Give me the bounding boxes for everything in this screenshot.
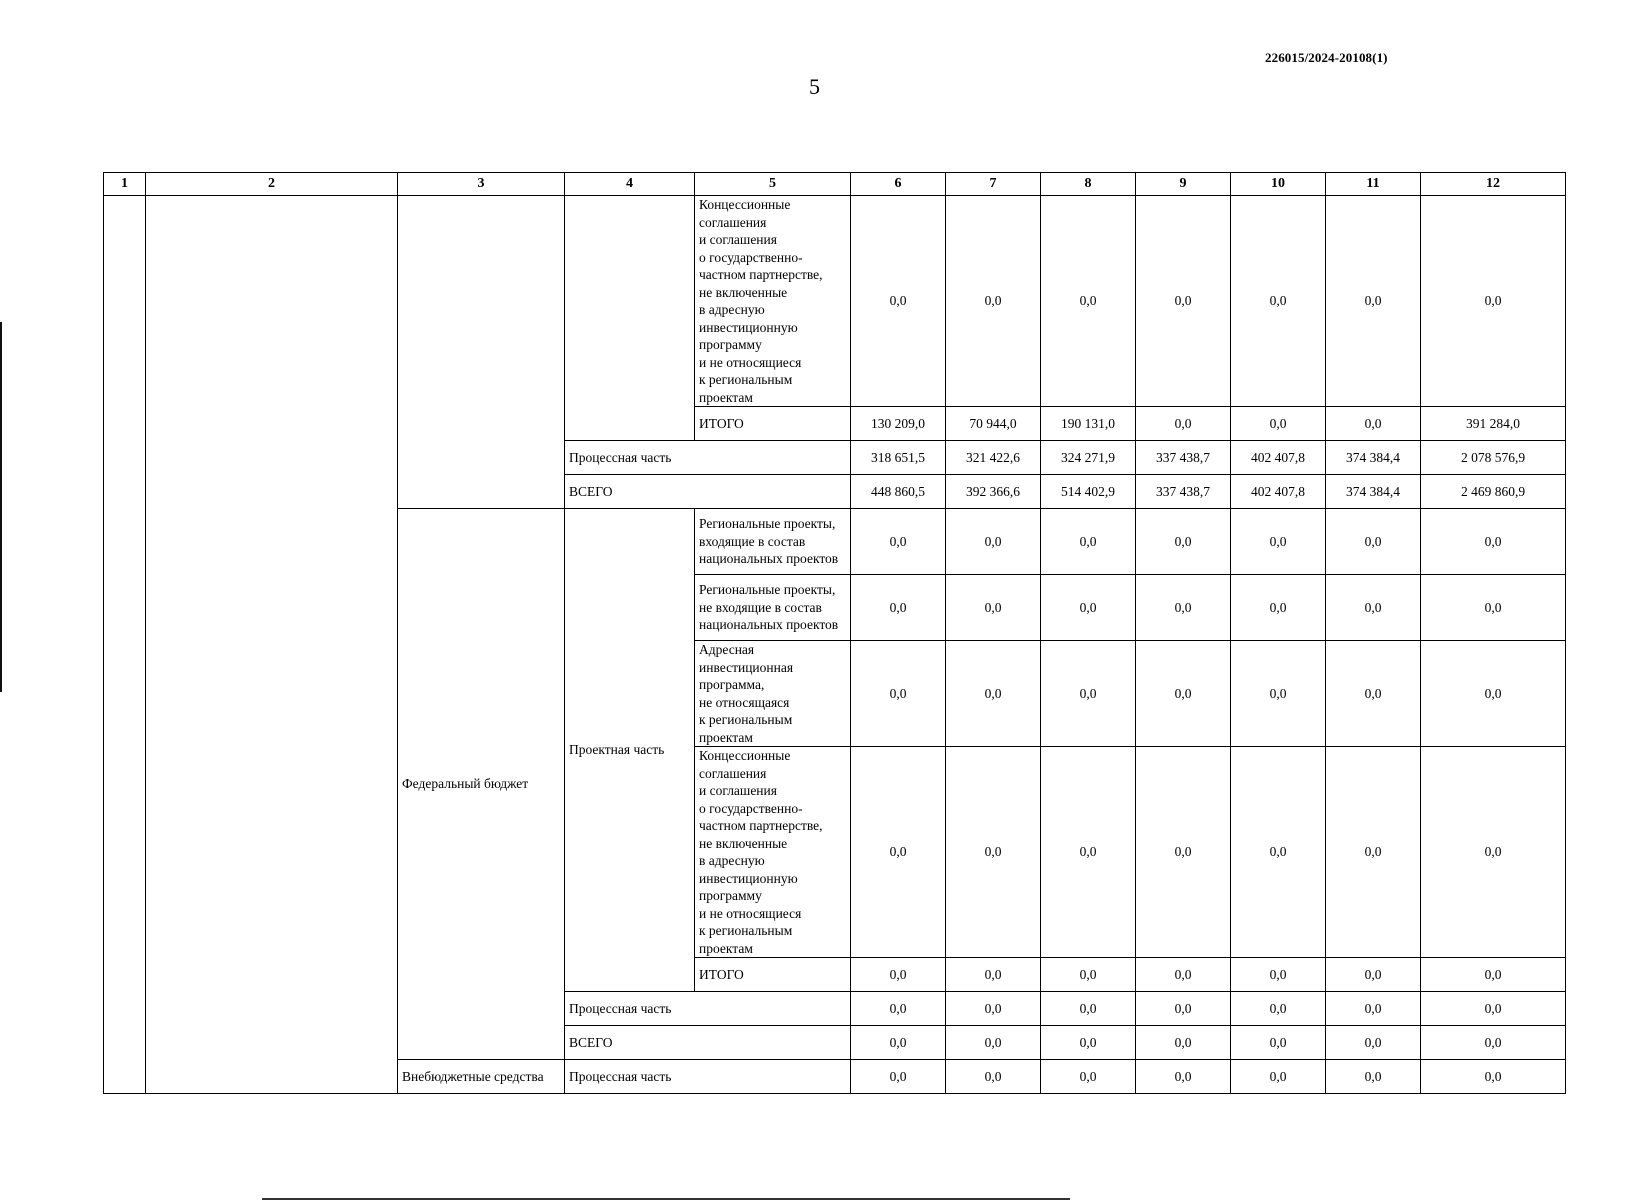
value-cell: 321 422,6 [946, 441, 1041, 475]
document-registration-number: 226015/2024-20108(1) [1265, 50, 1388, 65]
row-number-cell [104, 196, 146, 1094]
value-cell: 0,0 [1326, 575, 1421, 641]
header-cell: 6 [851, 173, 946, 196]
page-number: 5 [809, 74, 820, 99]
value-cell: 190 131,0 [1041, 407, 1136, 441]
value-cell: 0,0 [1136, 958, 1231, 992]
value-cell: 391 284,0 [1421, 407, 1566, 441]
row-label: Региональные проекты, входящие в состав национальных проектов [695, 509, 851, 575]
value-cell: 0,0 [1041, 992, 1136, 1026]
value-cell: 0,0 [1421, 575, 1566, 641]
header-cell: 8 [1041, 173, 1136, 196]
value-cell: 337 438,7 [1136, 441, 1231, 475]
part-cell: Проектная часть [565, 509, 695, 992]
value-cell: 0,0 [851, 575, 946, 641]
value-cell: 392 366,6 [946, 475, 1041, 509]
value-cell: 0,0 [946, 958, 1041, 992]
row-label: Процессная часть [565, 441, 851, 475]
header-cell: 3 [398, 173, 565, 196]
row-label: Процессная часть [565, 992, 851, 1026]
value-cell: 0,0 [1326, 509, 1421, 575]
value-cell: 374 384,4 [1326, 475, 1421, 509]
value-cell: 0,0 [851, 196, 946, 407]
header-cell: 2 [146, 173, 398, 196]
value-cell: 0,0 [1136, 641, 1231, 747]
value-cell: 0,0 [946, 1026, 1041, 1060]
value-cell: 0,0 [1231, 1060, 1326, 1094]
value-cell: 0,0 [1421, 509, 1566, 575]
value-cell: 0,0 [1421, 641, 1566, 747]
funding-source-cell: Внебюджетные средства [398, 1060, 565, 1094]
value-cell: 0,0 [1136, 747, 1231, 958]
value-cell: 0,0 [1041, 1060, 1136, 1094]
table-row [104, 196, 1566, 407]
header-cell: 4 [565, 173, 695, 196]
row-label: ВСЕГО [565, 475, 851, 509]
value-cell: 130 209,0 [851, 407, 946, 441]
header-cell: 10 [1231, 173, 1326, 196]
value-cell: 0,0 [946, 992, 1041, 1026]
value-cell: 0,0 [1231, 1026, 1326, 1060]
value-cell: 402 407,8 [1231, 441, 1326, 475]
value-cell: 402 407,8 [1231, 475, 1326, 509]
value-cell: 0,0 [1136, 575, 1231, 641]
value-cell: 0,0 [1231, 641, 1326, 747]
funding-source-cell [398, 196, 565, 509]
value-cell: 0,0 [851, 509, 946, 575]
value-cell: 337 438,7 [1136, 475, 1231, 509]
value-cell: 448 860,5 [851, 475, 946, 509]
value-cell: 0,0 [1041, 641, 1136, 747]
value-cell: 70 944,0 [946, 407, 1041, 441]
row-label: Региональные проекты, не входящие в состав национальных проектов [695, 575, 851, 641]
row-label: ИТОГО [695, 407, 851, 441]
row-label: ИТОГО [695, 958, 851, 992]
header-cell: 11 [1326, 173, 1421, 196]
value-cell: 0,0 [1421, 747, 1566, 958]
header-cell: 7 [946, 173, 1041, 196]
value-cell: 0,0 [1326, 747, 1421, 958]
value-cell: 0,0 [1136, 407, 1231, 441]
value-cell: 0,0 [1326, 641, 1421, 747]
value-cell: 0,0 [1421, 1026, 1566, 1060]
header-cell: 12 [1421, 173, 1566, 196]
value-cell: 0,0 [1421, 196, 1566, 407]
row-label: Концессионные соглашения и соглашения о государственно- частном партнерстве, не включенные в адресную инвестиционную программу и не относящиеся к региональным проектам [695, 747, 851, 958]
value-cell: 2 469 860,9 [1421, 475, 1566, 509]
value-cell: 0,0 [851, 958, 946, 992]
value-cell: 0,0 [1326, 1060, 1421, 1094]
header-cell: 5 [695, 173, 851, 196]
value-cell: 0,0 [1326, 196, 1421, 407]
row-label: Процессная часть [565, 1060, 851, 1094]
funding-source-cell: Федеральный бюджет [398, 509, 565, 1060]
value-cell: 0,0 [1136, 196, 1231, 407]
value-cell: 514 402,9 [1041, 475, 1136, 509]
value-cell: 0,0 [946, 1060, 1041, 1094]
value-cell: 0,0 [1231, 747, 1326, 958]
header-cell: 1 [104, 173, 146, 196]
value-cell: 0,0 [1136, 1060, 1231, 1094]
value-cell: 0,0 [1136, 509, 1231, 575]
table-body [104, 173, 1566, 1094]
value-cell: 0,0 [1041, 747, 1136, 958]
program-name-cell [146, 196, 398, 1094]
value-cell: 0,0 [1136, 992, 1231, 1026]
row-label: Концессионные соглашения и соглашения о государственно- частном партнерстве, не включенные в адресную инвестиционную программу и не относящиеся к региональным проектам [695, 196, 851, 407]
value-cell: 0,0 [1136, 1026, 1231, 1060]
value-cell: 0,0 [1231, 958, 1326, 992]
value-cell: 2 078 576,9 [1421, 441, 1566, 475]
value-cell: 0,0 [1231, 407, 1326, 441]
value-cell: 0,0 [1326, 1026, 1421, 1060]
value-cell: 318 651,5 [851, 441, 946, 475]
value-cell: 0,0 [946, 747, 1041, 958]
value-cell: 0,0 [1231, 992, 1326, 1026]
row-label: Адресная инвестиционная программа, не относящаяся к региональным проектам [695, 641, 851, 747]
part-cell [565, 196, 695, 441]
header-cell: 9 [1136, 173, 1231, 196]
value-cell: 0,0 [1231, 509, 1326, 575]
value-cell: 324 271,9 [1041, 441, 1136, 475]
value-cell: 0,0 [946, 509, 1041, 575]
value-cell: 374 384,4 [1326, 441, 1421, 475]
row-label: ВСЕГО [565, 1026, 851, 1060]
value-cell: 0,0 [1041, 1026, 1136, 1060]
value-cell: 0,0 [1041, 575, 1136, 641]
value-cell: 0,0 [1231, 575, 1326, 641]
value-cell: 0,0 [1231, 196, 1326, 407]
value-cell: 0,0 [946, 575, 1041, 641]
value-cell: 0,0 [851, 641, 946, 747]
value-cell: 0,0 [1421, 958, 1566, 992]
value-cell: 0,0 [1326, 407, 1421, 441]
value-cell: 0,0 [1041, 196, 1136, 407]
value-cell: 0,0 [851, 747, 946, 958]
scan-edge-mark [0, 322, 2, 692]
budget-financing-table [103, 172, 1566, 1094]
value-cell: 0,0 [1041, 958, 1136, 992]
value-cell: 0,0 [1421, 1060, 1566, 1094]
header-row [104, 173, 1566, 196]
value-cell: 0,0 [1041, 509, 1136, 575]
value-cell: 0,0 [1421, 992, 1566, 1026]
value-cell: 0,0 [946, 196, 1041, 407]
value-cell: 0,0 [946, 641, 1041, 747]
value-cell: 0,0 [851, 992, 946, 1026]
value-cell: 0,0 [1326, 992, 1421, 1026]
value-cell: 0,0 [851, 1026, 946, 1060]
value-cell: 0,0 [1326, 958, 1421, 992]
value-cell: 0,0 [851, 1060, 946, 1094]
